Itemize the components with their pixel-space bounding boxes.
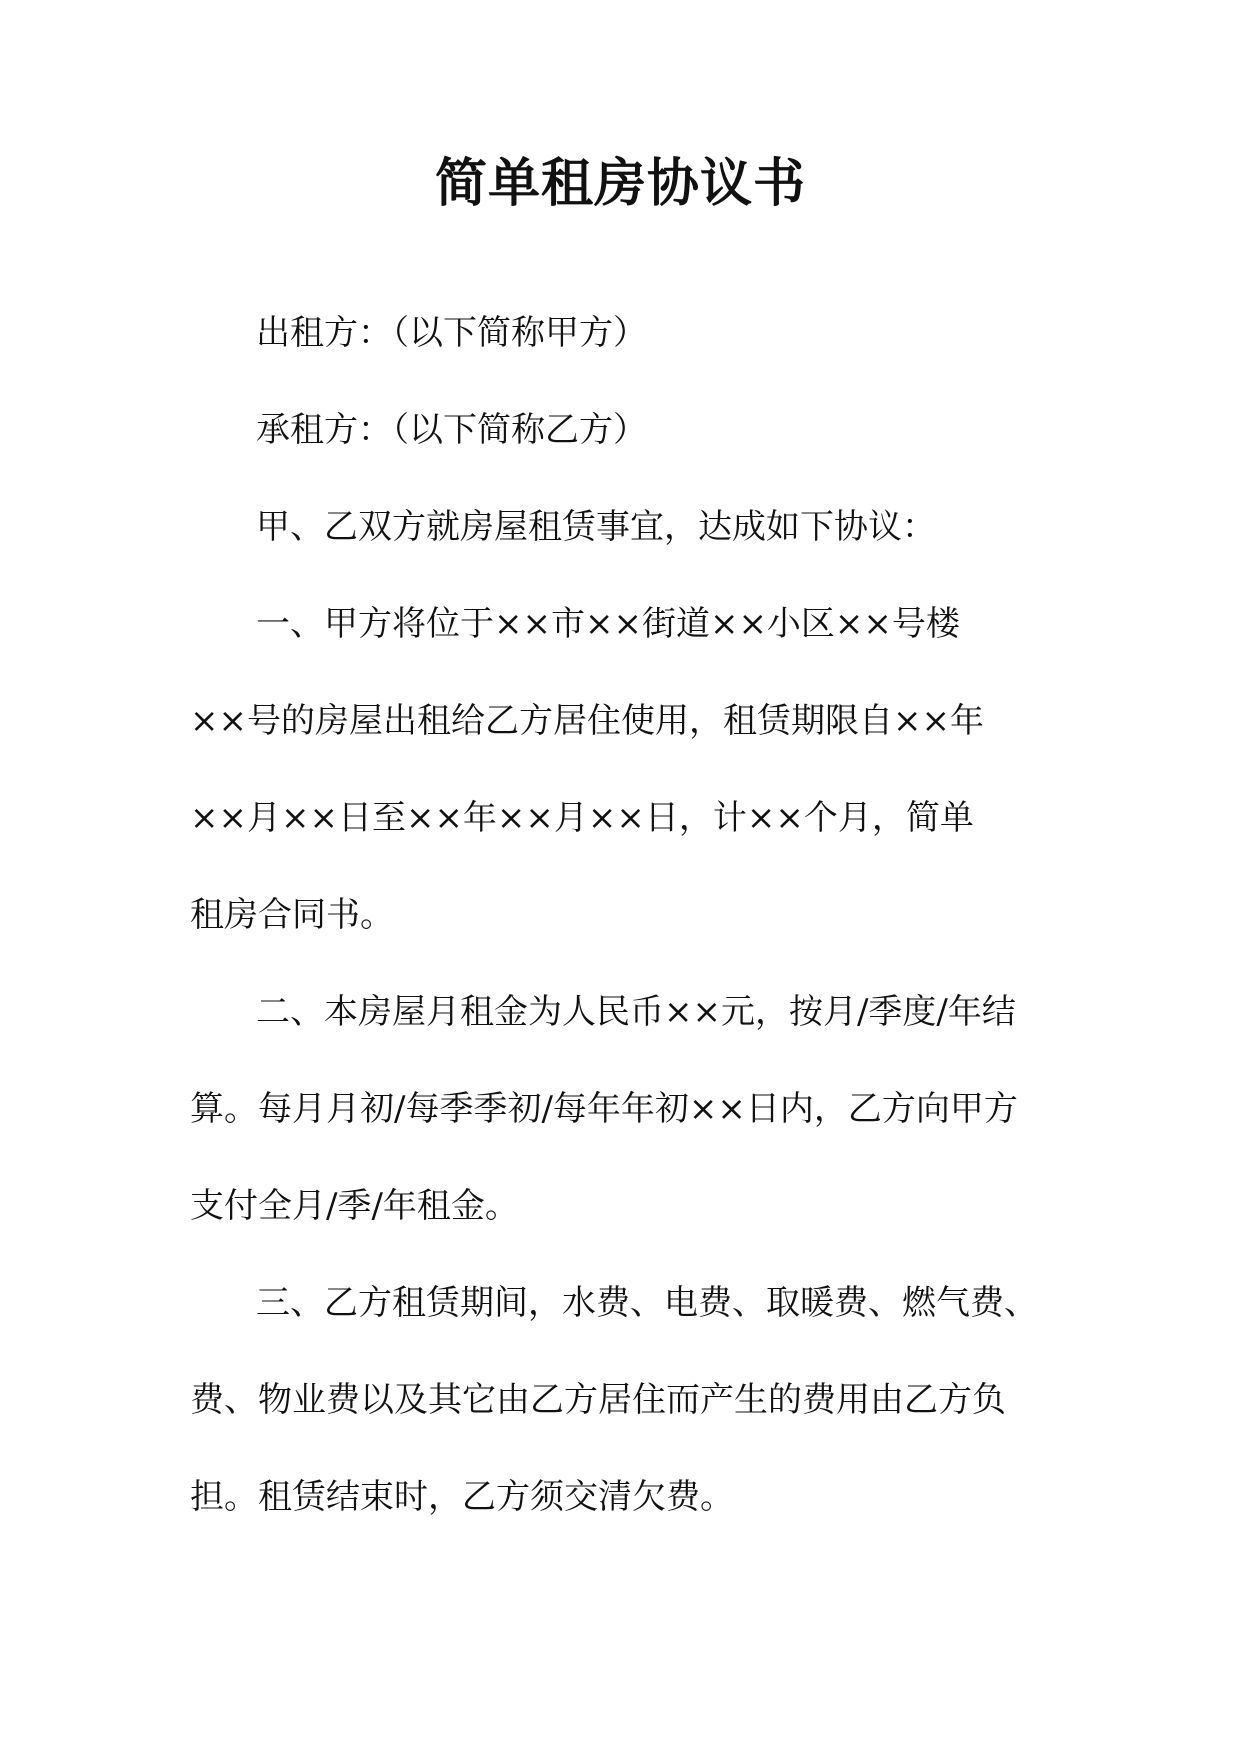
document-title: 简单租房协议书 bbox=[434, 153, 806, 214]
clause-2-line-3: 支付全月/季/年租金。 bbox=[190, 1186, 519, 1226]
lessor-line: 出租方：（以下简称甲方） bbox=[256, 313, 647, 353]
clause-3-line-2: 费、物业费以及其它由乙方居住而产生的费用由乙方负 bbox=[190, 1380, 1006, 1420]
clause-1-line-3: ××月××日至××年××月××日，计××个月，简单 bbox=[190, 798, 974, 838]
clause-2-line-1: 二、本房屋月租金为人民币××元，按月/季度/年结 bbox=[256, 992, 1016, 1032]
clause-1-line-2: ××号的房屋出租给乙方居住使用，租赁期限自××年 bbox=[190, 701, 984, 741]
clause-2-line-2: 算。每月月初/每季季初/每年年初××日内，乙方向甲方 bbox=[190, 1089, 1018, 1129]
lessee-line: 承租方：（以下简称乙方） bbox=[256, 410, 647, 450]
agreement-intro: 甲、乙双方就房屋租赁事宜，达成如下协议： bbox=[256, 507, 936, 547]
clause-3-line-3: 担。租赁结束时，乙方须交清欠费。 bbox=[190, 1477, 734, 1517]
clause-1-line-4: 租房合同书。 bbox=[190, 895, 394, 935]
clause-3-line-1: 三、乙方租赁期间，水费、电费、取暖费、燃气费、 bbox=[256, 1283, 1038, 1323]
clause-1-line-1: 一、甲方将位于××市××街道××小区××号楼 bbox=[256, 604, 960, 644]
